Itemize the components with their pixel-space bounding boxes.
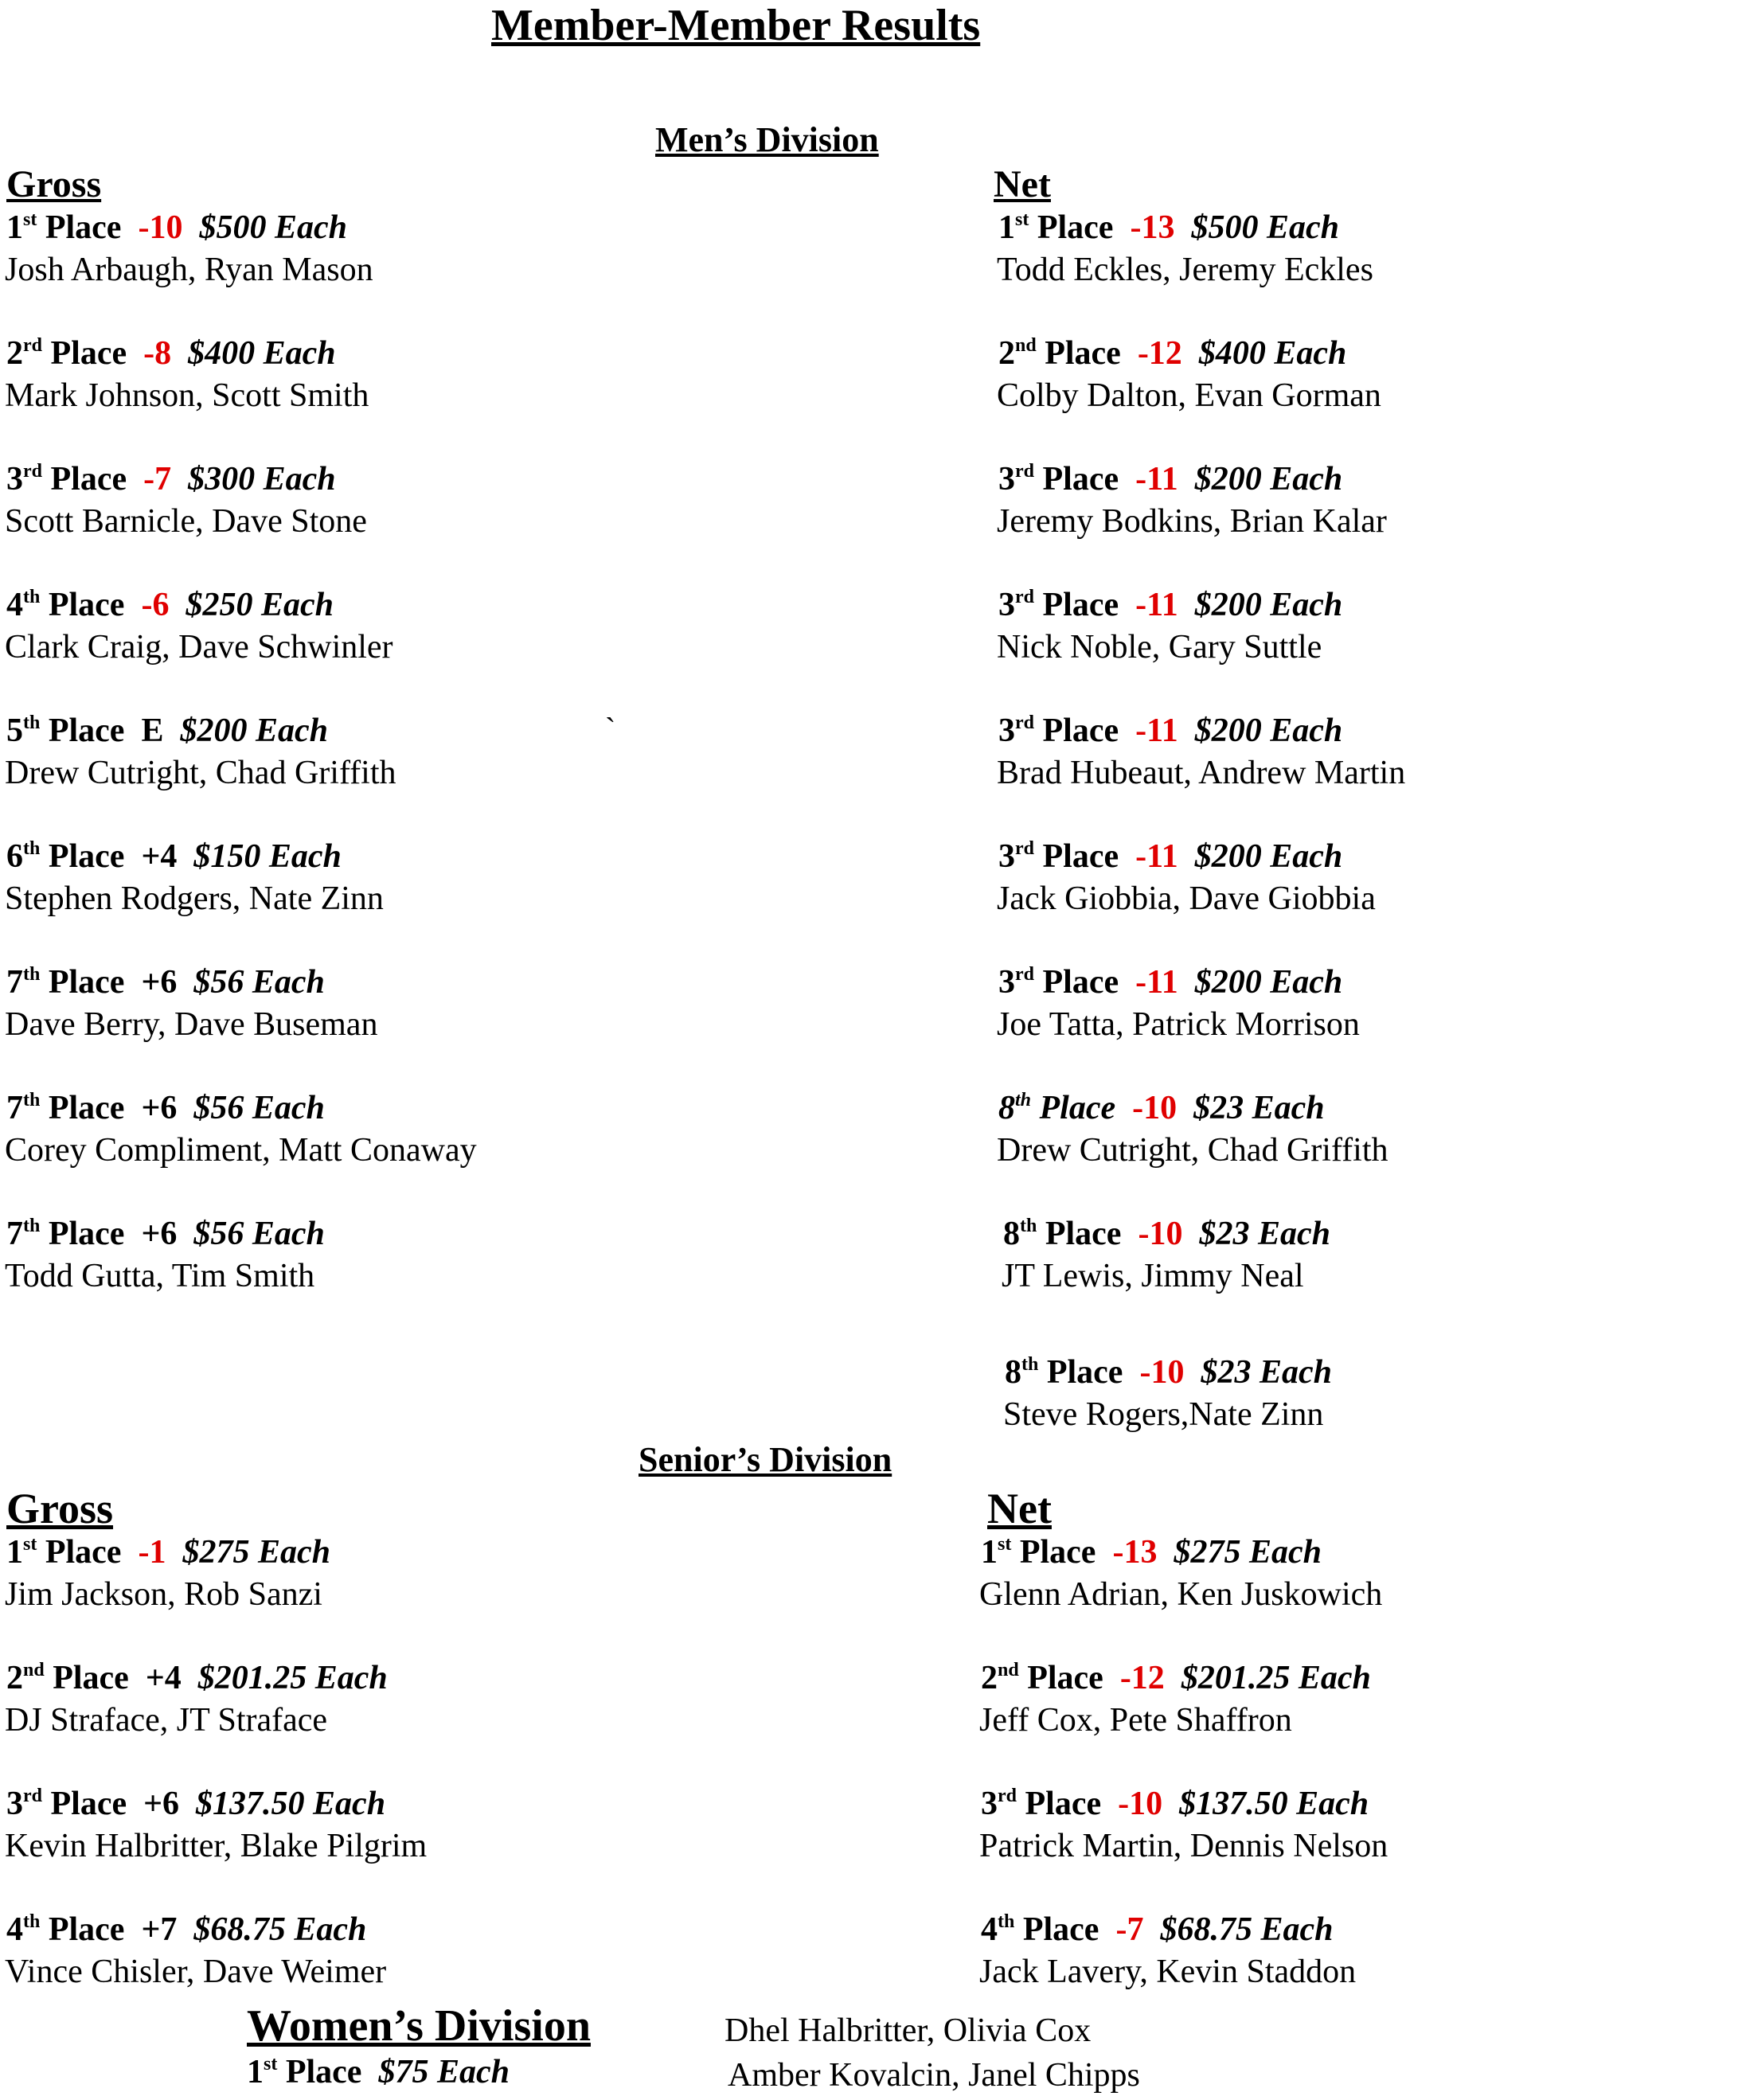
- place-ordinal: 3rd: [998, 838, 1034, 875]
- place-line: [6, 1215, 325, 1253]
- prize-amount: $200 Each: [180, 712, 328, 749]
- place-line: [6, 1089, 325, 1127]
- place-label: Place: [1025, 1786, 1102, 1822]
- place-ordinal: 3rd: [981, 1786, 1017, 1822]
- score-value: +4: [145, 1660, 182, 1696]
- place-line: [6, 1911, 366, 1949]
- score-value: -12: [1137, 335, 1182, 372]
- place-ordinal: 3rd: [998, 587, 1034, 623]
- prize-amount: $200 Each: [1194, 461, 1343, 498]
- prize-amount: $500 Each: [199, 209, 347, 246]
- score-value: -1: [138, 1534, 166, 1571]
- page-title: Member-Member Results: [491, 1, 981, 50]
- seniors-net-heading: Net: [987, 1485, 1052, 1532]
- score-value: +6: [141, 1216, 178, 1252]
- team-names: Todd Gutta, Tim Smith: [5, 1258, 315, 1294]
- prize-amount: $200 Each: [1194, 712, 1343, 749]
- place-label: Place: [48, 838, 125, 875]
- score-value: +7: [141, 1911, 178, 1948]
- score-value: -10: [1118, 1786, 1163, 1822]
- team-names: DJ Straface, JT Straface: [5, 1702, 328, 1739]
- place-line: [6, 334, 336, 373]
- place-label: Place: [1042, 712, 1119, 749]
- team-names: Jack Giobbia, Dave Giobbia: [997, 880, 1376, 917]
- womens-names-line-1: Dhel Halbritter, Olivia Cox: [724, 2012, 1092, 2049]
- place-ordinal: 4th: [6, 587, 41, 623]
- mens-division-heading: Men’s Division: [655, 120, 879, 159]
- prize-amount: $150 Each: [193, 838, 342, 875]
- score-value: +6: [141, 1090, 178, 1126]
- place-line: [6, 1659, 388, 1697]
- score-value: -11: [1135, 461, 1178, 498]
- prize-amount: $275 Each: [1174, 1534, 1322, 1571]
- score-value: -13: [1130, 209, 1175, 246]
- team-names: Mark Johnson, Scott Smith: [5, 377, 369, 414]
- place-label: Place: [1042, 461, 1119, 498]
- womens-names-line-2: Amber Kovalcin, Janel Chipps: [728, 2057, 1140, 2094]
- seniors-division-heading: Senior’s Division: [639, 1440, 892, 1479]
- team-names: Stephen Rodgers, Nate Zinn: [5, 880, 384, 917]
- place-line: [998, 1089, 1325, 1127]
- score-value: -10: [1132, 1090, 1178, 1126]
- place-label: Place: [53, 1660, 129, 1696]
- prize-amount: $23 Each: [1201, 1354, 1332, 1391]
- place-line: [1003, 1215, 1330, 1253]
- prize-amount: $68.75 Each: [193, 1911, 367, 1948]
- prize-amount: $56 Each: [193, 964, 325, 1001]
- team-names: Nick Noble, Gary Suttle: [997, 629, 1322, 666]
- place-line: [1005, 1353, 1332, 1392]
- prize-amount: $68.75 Each: [1160, 1911, 1334, 1948]
- team-names: Steve Rogers,Nate Zinn: [1003, 1396, 1324, 1433]
- place-line: [998, 209, 1339, 247]
- place-ordinal: 1st: [998, 209, 1029, 246]
- prize-amount: $201.25 Each: [197, 1660, 388, 1696]
- prize-amount: $500 Each: [1191, 209, 1339, 246]
- place-ordinal: 1st: [6, 1534, 37, 1571]
- place-ordinal: 2nd: [981, 1660, 1019, 1696]
- place-label: Place: [1027, 1660, 1103, 1696]
- score-value: -10: [1139, 1354, 1185, 1391]
- place-line: [998, 963, 1342, 1001]
- score-value: -11: [1135, 587, 1178, 623]
- place-ordinal: 3rd: [6, 461, 42, 498]
- team-names: Jim Jackson, Rob Sanzi: [5, 1576, 322, 1613]
- place-ordinal: 1st: [981, 1534, 1012, 1571]
- team-names: JT Lewis, Jimmy Neal: [1002, 1258, 1304, 1294]
- team-names: Vince Chisler, Dave Weimer: [5, 1954, 387, 1990]
- team-names: Kevin Halbritter, Blake Pilgrim: [5, 1828, 428, 1864]
- place-ordinal: 7th: [6, 964, 41, 1001]
- place-label: Place: [48, 1911, 125, 1948]
- place-ordinal: 2rd: [6, 335, 42, 372]
- place-ordinal: 6th: [6, 838, 41, 875]
- score-value: -12: [1119, 1660, 1165, 1696]
- place-label: Place: [285, 2054, 362, 2090]
- score-value: -6: [141, 587, 170, 623]
- score-value: -10: [138, 209, 183, 246]
- place-line: [981, 1785, 1369, 1823]
- team-names: Brad Hubeaut, Andrew Martin: [997, 755, 1406, 791]
- team-names: Drew Cutright, Chad Griffith: [997, 1132, 1388, 1169]
- place-ordinal: 7th: [6, 1090, 41, 1126]
- place-ordinal: 3rd: [998, 712, 1034, 749]
- team-names: Scott Barnicle, Dave Stone: [5, 503, 367, 540]
- place-ordinal: 4th: [6, 1911, 41, 1948]
- place-ordinal: 2nd: [6, 1660, 45, 1696]
- prize-amount: $200 Each: [1194, 587, 1343, 623]
- stray-mark: `: [605, 711, 616, 747]
- place-line: [6, 1533, 330, 1571]
- team-names: Jeff Cox, Pete Shaffron: [979, 1702, 1292, 1739]
- womens-division-heading: Women’s Division: [247, 2001, 591, 2051]
- place-ordinal: 3rd: [998, 964, 1034, 1001]
- score-value: -7: [143, 461, 172, 498]
- place-line: [998, 837, 1342, 876]
- place-line: [998, 460, 1342, 498]
- place-line: [6, 837, 342, 876]
- place-ordinal: 3rd: [6, 1786, 42, 1822]
- place-ordinal: 3rd: [998, 461, 1034, 498]
- place-label: Place: [1037, 209, 1114, 246]
- team-names: Josh Arbaugh, Ryan Mason: [5, 252, 373, 288]
- prize-amount: $23 Each: [1193, 1090, 1325, 1126]
- place-label: Place: [50, 461, 127, 498]
- place-label: Place: [1042, 838, 1119, 875]
- place-ordinal: 8th: [1003, 1216, 1037, 1252]
- place-label: Place: [48, 1216, 125, 1252]
- score-value: -11: [1135, 838, 1178, 875]
- team-names: Corey Compliment, Matt Conaway: [5, 1132, 477, 1169]
- place-line: [6, 209, 347, 247]
- place-ordinal: 1st: [6, 209, 37, 246]
- place-line: [998, 586, 1342, 624]
- place-ordinal: 2nd: [998, 335, 1037, 372]
- place-line: [6, 712, 328, 750]
- prize-amount: $400 Each: [188, 335, 336, 372]
- prize-amount: $200 Each: [1194, 964, 1343, 1001]
- team-names: Jeremy Bodkins, Brian Kalar: [997, 503, 1387, 540]
- mens-gross-heading: Gross: [6, 163, 102, 205]
- place-ordinal: 8th: [1005, 1354, 1039, 1391]
- score-value: +4: [141, 838, 178, 875]
- place-line: [6, 963, 325, 1001]
- prize-amount: $200 Each: [1194, 838, 1343, 875]
- mens-net-heading: Net: [994, 163, 1051, 205]
- place-label: Place: [50, 1786, 127, 1822]
- team-names: Glenn Adrian, Ken Juskowich: [979, 1576, 1383, 1613]
- place-line: [981, 1659, 1371, 1697]
- place-label: Place: [1022, 1911, 1099, 1948]
- place-label: Place: [48, 964, 125, 1001]
- place-line: [998, 334, 1346, 373]
- womens-place-line: [247, 2053, 510, 2091]
- team-names: Dave Berry, Dave Buseman: [5, 1006, 378, 1043]
- place-label: Place: [45, 209, 122, 246]
- place-ordinal: 1st: [247, 2054, 278, 2090]
- team-names: Joe Tatta, Patrick Morrison: [997, 1006, 1360, 1043]
- prize-amount: $23 Each: [1199, 1216, 1330, 1252]
- prize-amount: $137.50 Each: [1179, 1786, 1369, 1822]
- prize-amount: $137.50 Each: [196, 1786, 386, 1822]
- place-label: Place: [1045, 335, 1121, 372]
- score-value: E: [141, 712, 164, 749]
- team-names: Drew Cutright, Chad Griffith: [5, 755, 396, 791]
- prize-amount: $56 Each: [193, 1216, 325, 1252]
- score-value: +6: [143, 1786, 180, 1822]
- place-line: [6, 460, 336, 498]
- prize-amount: $75 Each: [378, 2054, 510, 2090]
- prize-amount: $275 Each: [182, 1534, 330, 1571]
- place-label: Place: [1042, 587, 1119, 623]
- place-label: Place: [48, 1090, 125, 1126]
- score-value: -11: [1135, 964, 1178, 1001]
- place-label: Place: [1046, 1354, 1123, 1391]
- place-line: [981, 1911, 1333, 1949]
- prize-amount: $201.25 Each: [1181, 1660, 1371, 1696]
- prize-amount: $300 Each: [188, 461, 336, 498]
- team-names: Jack Lavery, Kevin Staddon: [979, 1954, 1357, 1990]
- prize-amount: $400 Each: [1198, 335, 1347, 372]
- team-names: Todd Eckles, Jeremy Eckles: [997, 252, 1373, 288]
- place-ordinal: 7th: [6, 1216, 41, 1252]
- prize-amount: $250 Each: [186, 587, 334, 623]
- place-line: [6, 586, 334, 624]
- prize-amount: $56 Each: [193, 1090, 325, 1126]
- place-ordinal: 4th: [981, 1911, 1015, 1948]
- place-label: Place: [1039, 1090, 1116, 1126]
- team-names: Patrick Martin, Dennis Nelson: [979, 1828, 1388, 1864]
- team-names: Colby Dalton, Evan Gorman: [997, 377, 1381, 414]
- place-line: [981, 1533, 1322, 1571]
- place-label: Place: [50, 335, 127, 372]
- place-label: Place: [45, 1534, 122, 1571]
- place-label: Place: [1045, 1216, 1122, 1252]
- place-ordinal: 5th: [6, 712, 41, 749]
- place-ordinal: 8th: [998, 1090, 1032, 1126]
- score-value: -10: [1138, 1216, 1183, 1252]
- score-value: +6: [141, 964, 178, 1001]
- place-line: [6, 1785, 385, 1823]
- score-value: -8: [143, 335, 172, 372]
- place-label: Place: [1019, 1534, 1096, 1571]
- score-value: -11: [1135, 712, 1178, 749]
- score-value: -13: [1112, 1534, 1158, 1571]
- place-label: Place: [1042, 964, 1119, 1001]
- place-line: [998, 712, 1342, 750]
- team-names: Clark Craig, Dave Schwinler: [5, 629, 393, 666]
- score-value: -7: [1115, 1911, 1144, 1948]
- place-label: Place: [48, 712, 125, 749]
- seniors-gross-heading: Gross: [6, 1485, 114, 1532]
- place-label: Place: [48, 587, 125, 623]
